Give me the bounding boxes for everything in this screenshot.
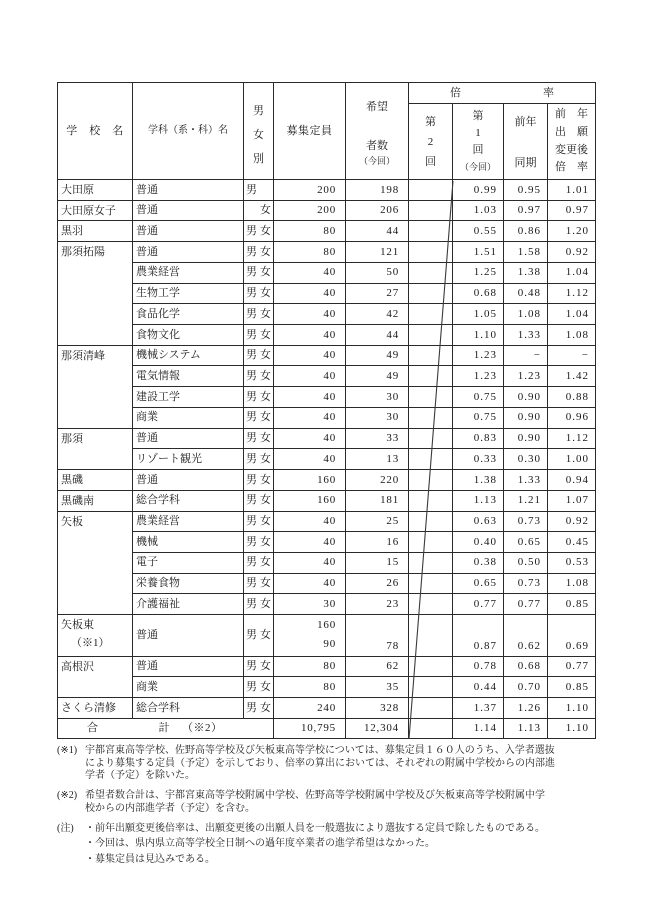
school-name-cell: 矢板東 （※1）	[58, 615, 133, 656]
total-prev-year-ratio-cell: 1.13	[504, 718, 548, 739]
applicants-cell: 121	[346, 242, 409, 263]
applicants-cell: 328	[346, 697, 409, 718]
capacity-cell: 40	[274, 283, 346, 304]
department-cell: リゾート観光	[133, 449, 244, 470]
department-cell: 機械システム	[133, 345, 244, 366]
prev-year-ratio-cell: 0.73	[504, 511, 548, 532]
round2-ratio-cell	[409, 345, 453, 366]
capacity-cell: 160 90	[274, 615, 346, 656]
department-cell: 総合学科	[133, 490, 244, 511]
department-cell: 商業	[133, 677, 244, 698]
department-cell: 生物工学	[133, 283, 244, 304]
table-row	[58, 200, 596, 221]
footnote-2	[57, 790, 605, 815]
capacity-cell: 40	[274, 345, 346, 366]
header-capacity: 募集定員	[274, 83, 346, 180]
prev-year-ratio-cell: 1.33	[504, 470, 548, 491]
department-cell: 普通	[133, 615, 244, 656]
header-round1	[453, 104, 504, 180]
table-row	[58, 697, 596, 718]
school-name-cell: 那須拓陽	[58, 242, 133, 346]
department-cell: 総合学科	[133, 697, 244, 718]
prev-year-ratio-cell: 0.68	[504, 656, 548, 677]
prev-change-ratio-cell: 1.20	[548, 221, 596, 242]
prev-change-ratio-cell: 1.08	[548, 325, 596, 346]
gender-cell: 男 女	[244, 677, 274, 698]
footnote-line: 学者（予定）を除いた。	[85, 770, 195, 782]
prev-change-ratio-cell: 1.10	[548, 697, 596, 718]
applicants-cell: 50	[346, 262, 409, 283]
header-prev-change-line: 変更後	[555, 143, 588, 156]
header-prev-year	[504, 104, 548, 180]
table-row	[58, 221, 596, 242]
department-cell: 普通	[133, 180, 244, 201]
school-name-cell: 黒磯南	[58, 490, 133, 511]
prev-change-ratio-cell: 1.04	[548, 262, 596, 283]
applicants-cell: 62	[346, 656, 409, 677]
header-round2-line: 回	[425, 155, 436, 168]
total-applicants-cell: 12,304	[346, 718, 409, 739]
table-row	[58, 262, 596, 283]
prev-change-ratio-cell: −	[548, 345, 596, 366]
department-cell: 農業経営	[133, 262, 244, 283]
capacity-cell: 80	[274, 221, 346, 242]
applicants-cell: 44	[346, 221, 409, 242]
round2-ratio-cell	[409, 594, 453, 615]
prev-change-ratio-cell: 1.08	[548, 573, 596, 594]
table-row	[58, 552, 596, 573]
header-gender-char: 別	[253, 153, 264, 165]
capacity-cell: 40	[274, 511, 346, 532]
header-school-name: 学 校 名	[58, 83, 133, 180]
total-row	[58, 718, 596, 739]
capacity-cell: 200	[274, 200, 346, 221]
round1-ratio-cell: 0.38	[453, 552, 504, 573]
round2-ratio-cell	[409, 428, 453, 449]
gender-cell: 男 女	[244, 387, 274, 408]
table-row	[58, 325, 596, 346]
header-row-1	[58, 83, 596, 104]
prev-change-ratio-cell: 1.04	[548, 304, 596, 325]
round2-ratio-cell	[409, 304, 453, 325]
round1-ratio-cell: 0.68	[453, 283, 504, 304]
header-round2-line: 第	[425, 115, 436, 128]
gender-cell: 男 女	[244, 407, 274, 428]
prev-change-ratio-cell: 0.85	[548, 594, 596, 615]
prev-change-ratio-cell: 1.12	[548, 428, 596, 449]
prev-year-ratio-cell: −	[504, 345, 548, 366]
capacity-cell: 40	[274, 262, 346, 283]
round1-ratio-cell: 0.75	[453, 387, 504, 408]
header-prev-change-line: 倍 率	[555, 161, 588, 174]
gender-cell: 男 女	[244, 221, 274, 242]
header-ratio-right: 率	[543, 86, 554, 99]
note-bullet: ・募集定員は見込みである。	[85, 853, 215, 865]
applicants-cell: 220	[346, 470, 409, 491]
school-name-cell: 大田原女子	[58, 200, 133, 221]
header-round1-line: 回	[472, 143, 484, 156]
school-name-cell: 黒羽	[58, 221, 133, 242]
footnotes	[57, 745, 605, 874]
total-capacity-cell: 10,795	[274, 718, 346, 739]
round1-ratio-cell: 1.03	[453, 200, 504, 221]
department-cell: 機械	[133, 532, 244, 553]
header-prev-change-line: 前 年	[555, 108, 588, 121]
department-cell: 普通	[133, 470, 244, 491]
round1-ratio-cell: 0.63	[453, 511, 504, 532]
capacity-cell: 40	[274, 552, 346, 573]
applicants-cell: 49	[346, 345, 409, 366]
gender-cell: 男 女	[244, 697, 274, 718]
prev-year-ratio-cell: 1.58	[504, 242, 548, 263]
prev-change-ratio-cell: 0.96	[548, 407, 596, 428]
applicants-cell: 42	[346, 304, 409, 325]
applicants-cell: 25	[346, 511, 409, 532]
header-round1-line: 1	[475, 126, 481, 139]
table-body	[58, 180, 596, 739]
prev-change-ratio-cell: 0.88	[548, 387, 596, 408]
prev-change-ratio-cell: 1.01	[548, 180, 596, 201]
round1-ratio-cell: 0.99	[453, 180, 504, 201]
capacity-cell: 40	[274, 325, 346, 346]
department-cell: 普通	[133, 656, 244, 677]
round2-ratio-cell	[409, 615, 453, 656]
department-cell: 商業	[133, 407, 244, 428]
school-name-cell: 大田原	[58, 180, 133, 201]
table-row	[58, 573, 596, 594]
department-cell: 電気情報	[133, 366, 244, 387]
round1-ratio-cell: 0.78	[453, 656, 504, 677]
gender-cell: 男 女	[244, 345, 274, 366]
prev-year-ratio-cell: 0.62	[504, 615, 548, 656]
gender-cell: 男 女	[244, 262, 274, 283]
school-name-cell: 黒磯	[58, 470, 133, 491]
header-gender-char: 男	[253, 105, 264, 117]
school-name-cell: 矢板	[58, 511, 133, 615]
round2-ratio-cell	[409, 697, 453, 718]
prev-year-ratio-cell: 0.77	[504, 594, 548, 615]
admission-ratio-table	[57, 82, 595, 739]
prev-change-ratio-cell: 1.12	[548, 283, 596, 304]
footnote-2-label: (※2)	[57, 790, 78, 802]
department-cell: 農業経営	[133, 511, 244, 532]
table-row	[58, 428, 596, 449]
gender-cell: 男 女	[244, 283, 274, 304]
note-bullet: ・前年出願変更後倍率は、出願変更後の出願人員を一般選抜により選抜する定員で除したものである。	[85, 822, 545, 834]
header-applicants	[346, 83, 409, 180]
footnote-2-text	[85, 790, 605, 815]
gender-cell: 男 女	[244, 449, 274, 470]
capacity-cell: 200	[274, 180, 346, 201]
header-gender	[244, 83, 274, 180]
round2-ratio-cell	[409, 490, 453, 511]
round2-ratio-cell	[409, 200, 453, 221]
gender-cell: 男 女	[244, 615, 274, 656]
prev-year-ratio-cell: 1.08	[504, 304, 548, 325]
capacity-cell: 40	[274, 573, 346, 594]
round1-ratio-cell: 1.23	[453, 366, 504, 387]
capacity-cell: 40	[274, 304, 346, 325]
prev-change-ratio-cell: 0.85	[548, 677, 596, 698]
school-name-cell: 高根沢	[58, 656, 133, 697]
round1-ratio-cell: 1.38	[453, 470, 504, 491]
capacity-cell: 80	[274, 677, 346, 698]
prev-change-ratio-cell: 1.07	[548, 490, 596, 511]
table-row	[58, 283, 596, 304]
table-row	[58, 656, 596, 677]
round2-ratio-cell	[409, 532, 453, 553]
prev-year-ratio-cell: 0.73	[504, 573, 548, 594]
header-applicants-line: 希望	[366, 101, 388, 114]
table-row	[58, 304, 596, 325]
gender-cell: 男 女	[244, 552, 274, 573]
round1-ratio-cell: 0.87	[453, 615, 504, 656]
prev-year-ratio-cell: 1.21	[504, 490, 548, 511]
round1-ratio-cell: 1.25	[453, 262, 504, 283]
prev-change-ratio-cell: 0.92	[548, 511, 596, 532]
capacity-cell: 40	[274, 428, 346, 449]
table-row	[58, 490, 596, 511]
department-cell: 介護福祉	[133, 594, 244, 615]
table-row	[58, 470, 596, 491]
table-row	[58, 532, 596, 553]
capacity-cell: 40	[274, 532, 346, 553]
round2-ratio-cell	[409, 573, 453, 594]
round2-ratio-cell	[409, 449, 453, 470]
gender-cell: 男 女	[244, 511, 274, 532]
gender-cell: 男 女	[244, 428, 274, 449]
round1-ratio-cell: 1.05	[453, 304, 504, 325]
prev-year-ratio-cell: 1.26	[504, 697, 548, 718]
department-cell: 食物文化	[133, 325, 244, 346]
prev-year-ratio-cell: 0.86	[504, 221, 548, 242]
round1-ratio-cell: 0.65	[453, 573, 504, 594]
round2-ratio-cell	[409, 552, 453, 573]
school-name-cell: 那須清峰	[58, 345, 133, 428]
applicants-cell: 206	[346, 200, 409, 221]
applicants-cell: 181	[346, 490, 409, 511]
note-bullet: ・今回は、県内県立高等学校全日制への過年度卒業者の進学希望はなかった。	[85, 838, 435, 850]
round1-ratio-cell: 0.40	[453, 532, 504, 553]
capacity-cell: 40	[274, 407, 346, 428]
general-notes-label: (注)	[57, 822, 74, 834]
round2-ratio-cell	[409, 511, 453, 532]
header-round2-line: 2	[427, 135, 434, 148]
table-row	[58, 449, 596, 470]
round2-ratio-cell	[409, 325, 453, 346]
round2-ratio-cell	[409, 470, 453, 491]
round1-ratio-cell: 0.75	[453, 407, 504, 428]
footnote-1-label: (※1)	[57, 745, 78, 756]
gender-cell: 男 女	[244, 366, 274, 387]
round1-ratio-cell: 1.23	[453, 345, 504, 366]
gender-cell: 男 女	[244, 325, 274, 346]
prev-change-ratio-cell: 0.45	[548, 532, 596, 553]
footnote-line: により募集する定員（予定）を示しており、倍率の算出においては、それぞれの附属中学校からの内部進	[85, 757, 555, 769]
total-label-cell: 合 計 （※2）	[58, 718, 274, 739]
round1-ratio-cell: 1.51	[453, 242, 504, 263]
department-cell: 普通	[133, 428, 244, 449]
round2-ratio-cell	[409, 366, 453, 387]
gender-cell: 男	[244, 180, 274, 201]
capacity-cell: 80	[274, 242, 346, 263]
round2-ratio-cell	[409, 407, 453, 428]
prev-year-ratio-cell: 0.65	[504, 532, 548, 553]
applicants-cell: 15	[346, 552, 409, 573]
prev-year-ratio-cell: 1.23	[504, 366, 548, 387]
applicants-cell: 30	[346, 407, 409, 428]
department-cell: 普通	[133, 200, 244, 221]
round1-ratio-cell: 1.37	[453, 697, 504, 718]
applicants-cell: 78	[346, 615, 409, 656]
round1-ratio-cell: 1.13	[453, 490, 504, 511]
prev-change-ratio-cell: 1.42	[548, 366, 596, 387]
prev-change-ratio-cell: 0.94	[548, 470, 596, 491]
capacity-cell: 40	[274, 387, 346, 408]
applicants-cell: 26	[346, 573, 409, 594]
department-cell: 普通	[133, 242, 244, 263]
department-cell: 建設工学	[133, 387, 244, 408]
round1-ratio-cell: 0.77	[453, 594, 504, 615]
header-round2	[409, 104, 453, 180]
header-round1-line: 第	[472, 109, 484, 122]
gender-cell: 男 女	[244, 573, 274, 594]
round2-ratio-cell	[409, 180, 453, 201]
round1-ratio-cell: 0.55	[453, 221, 504, 242]
round1-ratio-cell: 0.44	[453, 677, 504, 698]
capacity-cell: 40	[274, 449, 346, 470]
prev-change-ratio-cell: 0.69	[548, 615, 596, 656]
table-row	[58, 387, 596, 408]
gender-cell: 男 女	[244, 594, 274, 615]
applicants-cell: 23	[346, 594, 409, 615]
header-prev-change-line: 出 願	[555, 125, 588, 138]
table-row	[58, 345, 596, 366]
gender-cell: 男 女	[244, 656, 274, 677]
header-gender-char: 女	[253, 129, 264, 141]
applicants-cell: 13	[346, 449, 409, 470]
applicants-cell: 30	[346, 387, 409, 408]
footnote-line: 校からの内部進学者（予定）を含む。	[85, 802, 255, 814]
applicants-cell: 44	[346, 325, 409, 346]
prev-year-ratio-cell: 0.97	[504, 200, 548, 221]
prev-year-ratio-cell: 0.48	[504, 283, 548, 304]
prev-year-ratio-cell: 0.30	[504, 449, 548, 470]
department-cell: 電子	[133, 552, 244, 573]
gender-cell: 男 女	[244, 490, 274, 511]
footnote-line: 希望者数合計は、宇都宮東高等学校附属中学校、佐野高等学校附属中学校及び矢板東高等学校附属中学	[85, 790, 545, 802]
round1-ratio-cell: 0.33	[453, 449, 504, 470]
applicants-cell: 27	[346, 283, 409, 304]
prev-year-ratio-cell: 1.33	[504, 325, 548, 346]
gender-cell: 男 女	[244, 304, 274, 325]
prev-change-ratio-cell: 1.00	[548, 449, 596, 470]
department-cell: 普通	[133, 221, 244, 242]
prev-year-ratio-cell: 0.90	[504, 387, 548, 408]
school-name-cell: さくら清修	[58, 697, 133, 718]
round2-ratio-cell	[409, 387, 453, 408]
applicants-cell: 198	[346, 180, 409, 201]
round2-ratio-cell	[409, 656, 453, 677]
capacity-cell: 160	[274, 490, 346, 511]
round2-ratio-cell	[409, 221, 453, 242]
prev-change-ratio-cell: 0.97	[548, 200, 596, 221]
header-prev-year-line: 前年	[514, 115, 537, 128]
total-round2-cell	[409, 718, 453, 739]
school-name-cell: 那須	[58, 428, 133, 469]
capacity-cell: 40	[274, 366, 346, 387]
prev-year-ratio-cell: 0.70	[504, 677, 548, 698]
table-row	[58, 677, 596, 698]
admission-table	[57, 82, 596, 739]
table-row	[58, 594, 596, 615]
prev-year-ratio-cell: 1.38	[504, 262, 548, 283]
prev-change-ratio-cell: 0.53	[548, 552, 596, 573]
capacity-cell: 240	[274, 697, 346, 718]
header-ratio-group	[409, 83, 596, 104]
table-row	[58, 407, 596, 428]
header-department-name: 学科（系・科）名	[133, 83, 244, 180]
capacity-cell: 160	[274, 470, 346, 491]
prev-year-ratio-cell: 0.50	[504, 552, 548, 573]
round2-ratio-cell	[409, 242, 453, 263]
total-round1-ratio-cell: 1.14	[453, 718, 504, 739]
applicants-cell: 35	[346, 677, 409, 698]
prev-change-ratio-cell: 0.77	[548, 656, 596, 677]
applicants-cell: 33	[346, 428, 409, 449]
department-cell: 食品化学	[133, 304, 244, 325]
department-cell: 栄養食物	[133, 573, 244, 594]
capacity-cell: 80	[274, 656, 346, 677]
header-round1-line: （今回）	[459, 161, 496, 172]
prev-change-ratio-cell: 0.92	[548, 242, 596, 263]
round1-ratio-cell: 0.83	[453, 428, 504, 449]
prev-year-ratio-cell: 0.90	[504, 428, 548, 449]
table-row	[58, 242, 596, 263]
gender-cell: 男 女	[244, 532, 274, 553]
table-row	[58, 180, 596, 201]
total-prev-change-ratio-cell: 1.10	[548, 718, 596, 739]
prev-year-ratio-cell: 0.95	[504, 180, 548, 201]
header-prev-year-line: 同期	[514, 156, 537, 169]
header-applicants-line: （今回）	[358, 156, 395, 167]
header-ratio-left: 倍	[450, 86, 461, 99]
footnote-1-text	[85, 745, 605, 783]
footnote-line: 宇都宮東高等学校、佐野高等学校及び矢板東高等学校については、募集定員１６０人のうち、入学者選抜	[85, 745, 555, 756]
gender-cell: 男 女	[244, 242, 274, 263]
applicants-cell: 16	[346, 532, 409, 553]
round2-ratio-cell	[409, 677, 453, 698]
general-notes-text	[85, 823, 605, 867]
applicants-cell: 49	[346, 366, 409, 387]
header-applicants-line: 者数	[366, 139, 388, 152]
table-row	[58, 511, 596, 532]
prev-year-ratio-cell: 0.90	[504, 407, 548, 428]
table-row	[58, 366, 596, 387]
gender-cell: 男 女	[244, 470, 274, 491]
table-row	[58, 615, 596, 656]
general-notes	[57, 823, 605, 867]
round2-ratio-cell	[409, 283, 453, 304]
gender-cell: 女	[244, 200, 274, 221]
round1-ratio-cell: 1.10	[453, 325, 504, 346]
header-prev-change-ratio	[548, 104, 596, 180]
round2-ratio-cell	[409, 262, 453, 283]
capacity-cell: 30	[274, 594, 346, 615]
footnote-1	[57, 745, 605, 783]
